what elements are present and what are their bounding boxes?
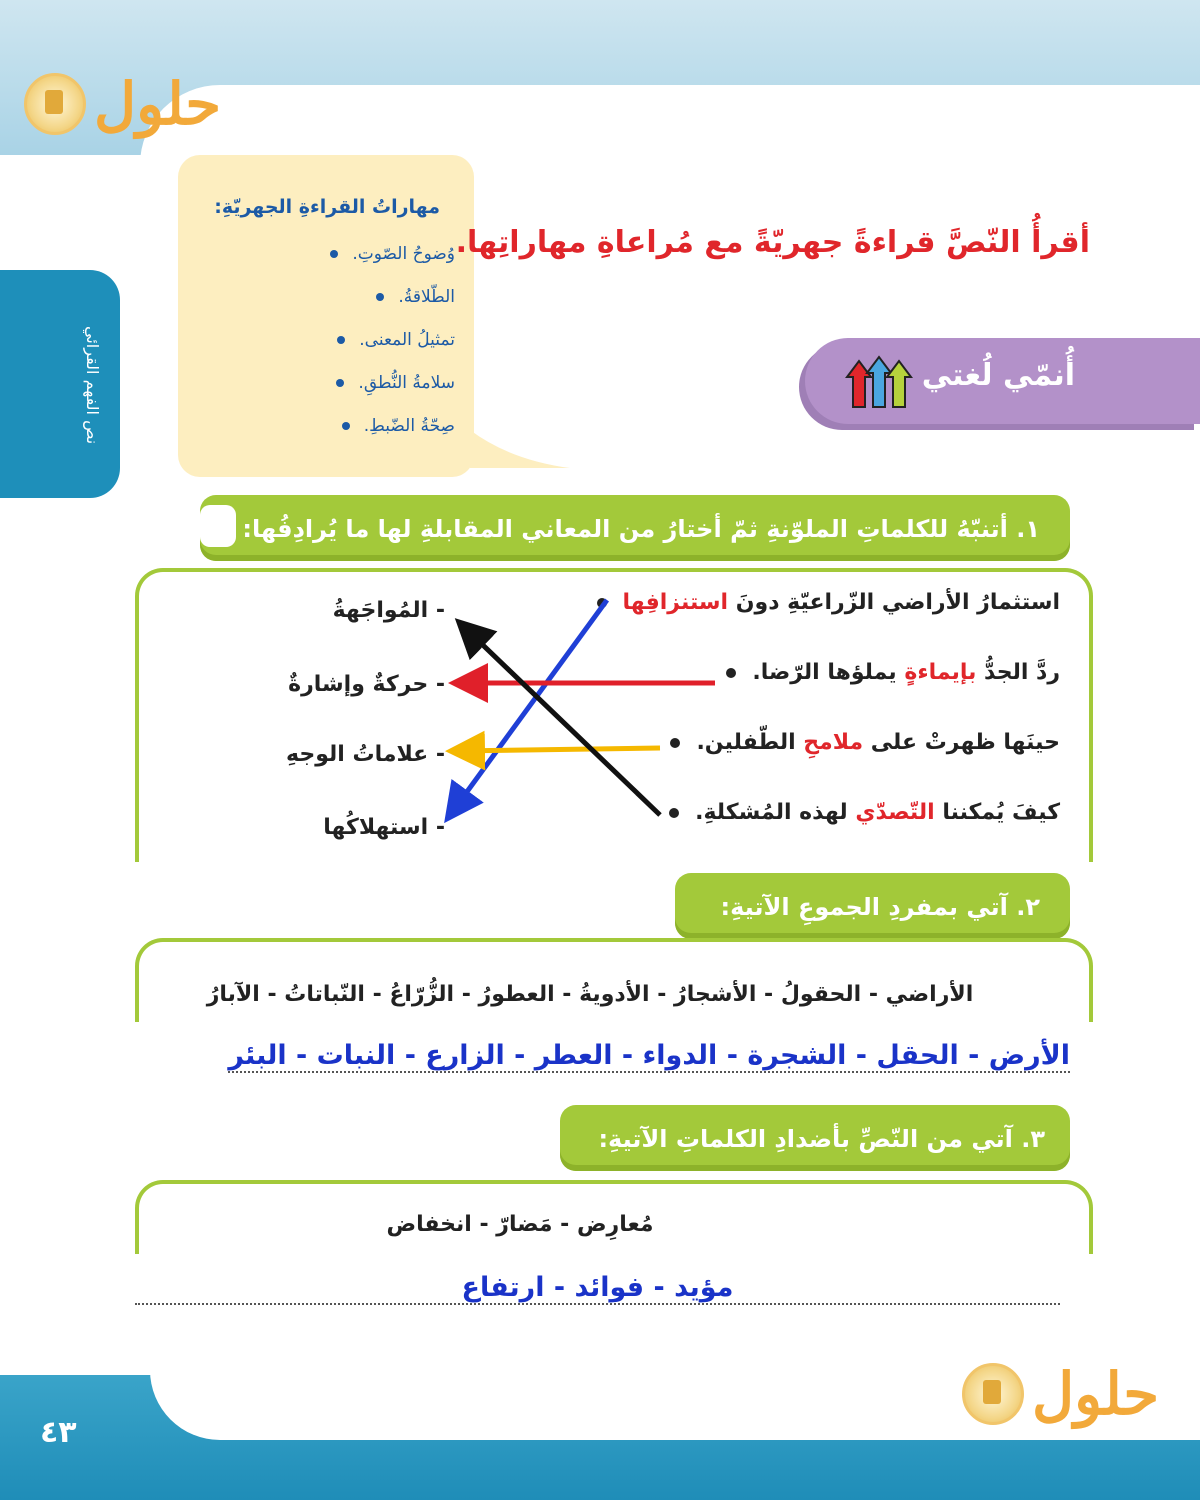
meaning-option: - حركةٌ وإشارةٌ (288, 672, 445, 697)
header-notch (200, 505, 236, 547)
brand-logo (24, 70, 221, 138)
book-icon (24, 73, 86, 135)
sentence-4: كيفَ يُمكننا التّصدّي لهذه المُشكلةِ. (669, 800, 1060, 825)
skills-title: مهاراتُ القراءةِ الجهريّةِ: (214, 196, 440, 218)
logo-text: حلول (94, 70, 222, 138)
book-icon (962, 1363, 1024, 1425)
skill-item: الطّلاقةُ. (376, 287, 455, 307)
sentence-2: ردَّ الجدُّ بإيماءةٍ يملؤها الرّضا. (726, 660, 1060, 685)
skill-item: وُضوحُ الصّوتِ. (330, 244, 455, 264)
brand-logo-bottom (962, 1360, 1159, 1428)
section1-title: ١. أتنبّهُ للكلماتِ الملوّنةِ ثمّ أختارُ من المعاني المقابلةِ لها ما يُرادِفُها: (242, 515, 1040, 543)
meaning-option: - علاماتُ الوجهِ (286, 742, 445, 767)
banner-title: أُنمّي لُغتي (921, 358, 1075, 393)
page-number: ٤٣ (40, 1415, 77, 1450)
sentence-3: حينَها ظهرتْ على ملامحِ الطّفلين. (670, 730, 1060, 755)
skill-item: سلامةُ النُّطقِ. (336, 373, 455, 393)
plurals-list: الأراضي - الحقولُ - الأشجارُ - الأدويةُ - العطورُ - الزُّرّاعُ - النّباتاتُ - الآبارُ (206, 982, 974, 1007)
plurals-answer: الأرض - الحقل - الشجرة - الدواء - العطر - الزارع - النبات - البئر (228, 1040, 1070, 1071)
meaning-option: - استهلاكُها (323, 815, 445, 840)
sentence-1: استثمارُ الأراضي الزّراعيّةِ دونَ استنزافِها (597, 590, 1060, 615)
skill-item: تمثيلُ المعنى. (337, 330, 455, 350)
growth-arrows-icon (845, 355, 915, 410)
side-tab (0, 270, 120, 498)
reading-instruction: أقرأُ النّصَّ قراءةً جهريّةً مع مُراعاةِ مهاراتِها. (455, 225, 1090, 260)
speech-tail (470, 430, 570, 470)
opposites-answer: مؤيد - فوائد - ارتفاع (135, 1272, 1060, 1305)
meaning-option: - المُواجَهةُ (332, 598, 445, 623)
side-tab-label: نص الفهم القرائي (83, 325, 102, 445)
skill-item: صِحّةُ الضّبطِ. (342, 416, 455, 436)
logo-text: حلول (1032, 1360, 1160, 1428)
section2-frame (135, 938, 1093, 1022)
section3-title: ٣. آتي من النّصِّ بأضدادِ الكلماتِ الآتيةِ: (598, 1125, 1045, 1153)
section2-title: ٢. آتي بمفردِ الجموعِ الآتيةِ: (720, 893, 1040, 921)
opposites-list: مُعارِض - مَضارّ - انخفاض (386, 1212, 654, 1237)
